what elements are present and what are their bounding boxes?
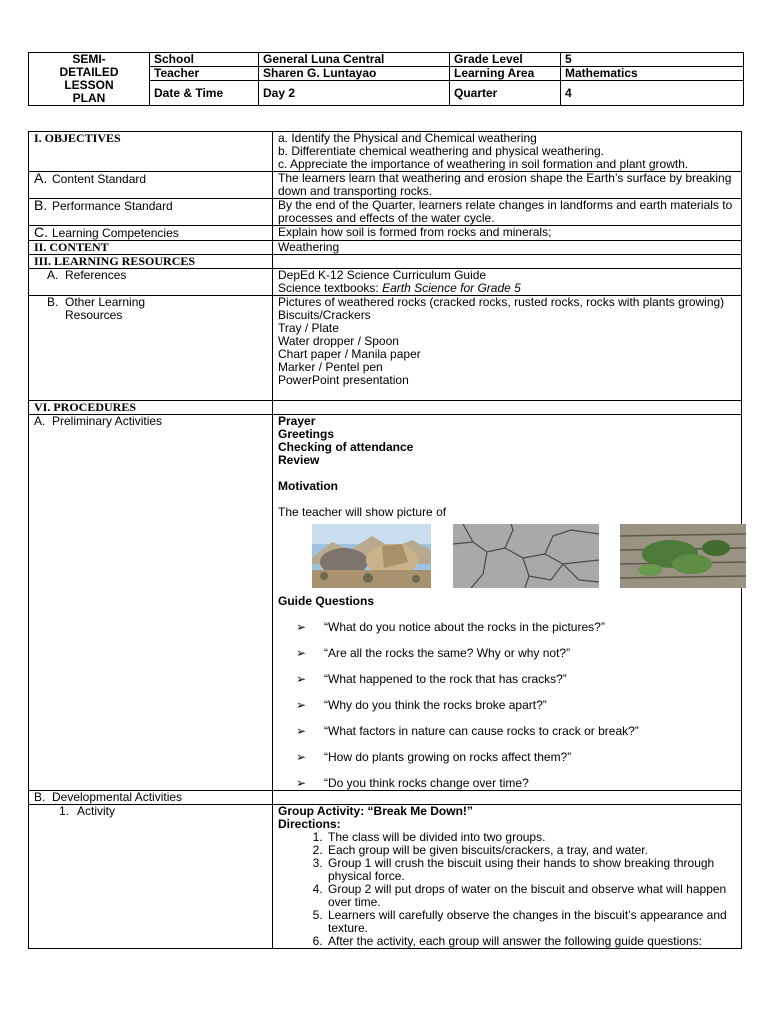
guide-question-text: “Why do you think the rocks broke apart?” [324, 698, 547, 712]
guide-question [278, 751, 736, 764]
performance-standard-text: By the end of the Quarter, learners relate changes in landforms and earth materials to processes and effects of the water cycle. [273, 199, 742, 226]
lesson-plan-header [28, 52, 744, 106]
references-letter: A. [47, 268, 59, 282]
school-value: General Luna Central [259, 53, 450, 67]
prelim-item: Prayer [278, 414, 316, 428]
guide-question [278, 699, 736, 712]
objective-item: c. Appreciate the importance of weathering in soil formation and plant growth. [278, 157, 689, 171]
prelim-item: Checking of attendance [278, 440, 414, 454]
direction-step: 4. Group 2 will put drops of water on the biscuit and observe what will happen over time. [326, 883, 736, 909]
prelim-item: Greetings [278, 427, 335, 441]
objective-item: a. Identify the Physical and Chemical weathering [278, 131, 537, 145]
teacher-value: Sharen G. Luntayao [259, 67, 450, 81]
learning-area-label: Learning Area [450, 67, 561, 81]
resource-item: Tray / Plate [278, 321, 339, 335]
developmental-label-cell [29, 791, 273, 805]
grade-level-value: 5 [561, 53, 744, 67]
lesson-plan-body [28, 131, 742, 949]
content-text: Weathering [273, 241, 742, 255]
learning-area-value: Mathematics [561, 67, 744, 81]
objective-item: b. Differentiate chemical weathering and physical weathering. [278, 144, 604, 158]
other-resources-label-cell [29, 296, 273, 401]
teacher-label: Teacher [150, 67, 259, 81]
resource-item: Water dropper / Spoon [278, 334, 399, 348]
guide-question-text: “Are all the rocks the same? Why or why not?” [324, 646, 571, 660]
guide-question-text: “How do plants growing on rocks affect them?” [324, 750, 572, 764]
developmental-label: Developmental Activities [52, 790, 183, 804]
direction-step: 3. Group 1 will crush the biscuit using their hands to show breaking through physical force. [326, 857, 736, 883]
learning-resources-empty [273, 255, 742, 269]
resource-item: Chart paper / Manila paper [278, 347, 421, 361]
date-time-label: Date & Time [150, 81, 259, 106]
reference-item [278, 282, 736, 295]
arrow-bullet-icon: ➢ [296, 620, 307, 634]
preliminary-content [273, 415, 742, 791]
objectives-content [273, 132, 742, 172]
guide-question-text: “What happened to the rock that has cracks?” [324, 672, 567, 686]
preliminary-label-cell [29, 415, 273, 791]
arrow-bullet-icon: ➢ [296, 646, 307, 660]
plan-label-text: SEMI- DETAILED LESSON PLAN [59, 52, 119, 105]
guide-questions-heading: Guide Questions [278, 594, 375, 608]
guide-question [278, 673, 736, 686]
motivation-pictures [278, 519, 736, 595]
arrow-bullet-icon: ➢ [296, 776, 307, 790]
school-label: School [150, 53, 259, 67]
content-heading: II. CONTENT [29, 241, 273, 255]
other-resources-letter: B. [47, 295, 59, 309]
guide-question [278, 777, 736, 790]
procedures-heading: VI. PROCEDURES [29, 401, 273, 415]
motivation-text: The teacher will show picture of [278, 505, 447, 519]
reference-prefix: Science textbooks: [278, 281, 383, 295]
developmental-letter: B. [34, 790, 46, 804]
competencies-label-cell [29, 226, 273, 241]
plan-label [29, 53, 150, 106]
quarter-label: Quarter [450, 81, 561, 106]
competencies-text: Explain how soil is formed from rocks and minerals; [273, 226, 742, 241]
arrow-bullet-icon: ➢ [296, 672, 307, 686]
activity-number: 1. [59, 804, 70, 818]
other-resources-label: Other Learning Resources [65, 295, 146, 322]
references-content [273, 269, 742, 296]
grade-level-label: Grade Level [450, 53, 561, 67]
guide-question [278, 725, 736, 738]
motivation-heading: Motivation [278, 479, 338, 493]
quarter-value: 4 [561, 81, 744, 106]
guide-question [278, 647, 736, 660]
preliminary-letter: A. [34, 414, 46, 428]
other-resources-content [273, 296, 742, 401]
developmental-empty [273, 791, 742, 805]
content-standard-label-cell [29, 172, 273, 199]
procedures-empty [273, 401, 742, 415]
content-standard-text: The learners learn that weathering and erosion shape the Earth’s surface by breaking down and transporting rocks. [273, 172, 742, 199]
direction-step: 6. After the activity, each group will answer the following guide questions: [326, 935, 736, 948]
arrow-bullet-icon: ➢ [296, 698, 307, 712]
boulder-rocks-picture [312, 524, 431, 588]
directions-list [278, 831, 736, 948]
activity-label-cell [29, 805, 273, 949]
reference-title: Earth Science for Grade 5 [382, 281, 521, 295]
preliminary-label: Preliminary Activities [52, 414, 163, 428]
date-time-value: Day 2 [259, 81, 450, 106]
references-label: References [65, 268, 127, 282]
reference-item: DepEd K-12 Science Curriculum Guide [278, 268, 487, 282]
references-label-cell [29, 269, 273, 296]
arrow-bullet-icon: ➢ [296, 724, 307, 738]
cracked-ground-picture [453, 524, 599, 588]
group-activity-title: Group Activity: “Break Me Down!” [278, 804, 473, 818]
competencies-letter: C. [34, 224, 48, 240]
guide-question [278, 621, 736, 634]
performance-standard-label-cell [29, 199, 273, 226]
mossy-rock-picture [620, 524, 746, 588]
resource-item: Pictures of weathered rocks (cracked rocks, rusted rocks, rocks with plants growing) [278, 295, 725, 309]
direction-step: 5. Learners will carefully observe the changes in the biscuit’s appearance and texture. [326, 909, 736, 935]
resource-item: Marker / Pentel pen [278, 360, 383, 374]
performance-standard-letter: B. [34, 197, 48, 213]
learning-resources-heading: III. LEARNING RESOURCES [29, 255, 273, 269]
performance-standard-label: Performance Standard [52, 199, 173, 213]
objectives-heading: I. OBJECTIVES [29, 132, 273, 172]
direction-step: 1. The class will be divided into two groups. [326, 831, 736, 844]
resource-item: Biscuits/Crackers [278, 308, 371, 322]
competencies-label: Learning Competencies [52, 226, 179, 240]
content-standard-letter: A. [34, 170, 48, 186]
guide-question-text: “What do you notice about the rocks in the pictures?” [324, 620, 605, 634]
activity-content [273, 805, 742, 949]
directions-heading: Directions: [278, 817, 341, 831]
guide-question-text: “Do you think rocks change over time? [324, 776, 529, 790]
arrow-bullet-icon: ➢ [296, 750, 307, 764]
resource-item: PowerPoint presentation [278, 373, 409, 387]
activity-label: Activity [77, 804, 116, 818]
content-standard-label: Content Standard [52, 172, 147, 186]
guide-question-text: “What factors in nature can cause rocks to crack or break?” [324, 724, 639, 738]
direction-step: 2. Each group will be given biscuits/crackers, a tray, and water. [326, 844, 736, 857]
prelim-item: Review [278, 453, 320, 467]
